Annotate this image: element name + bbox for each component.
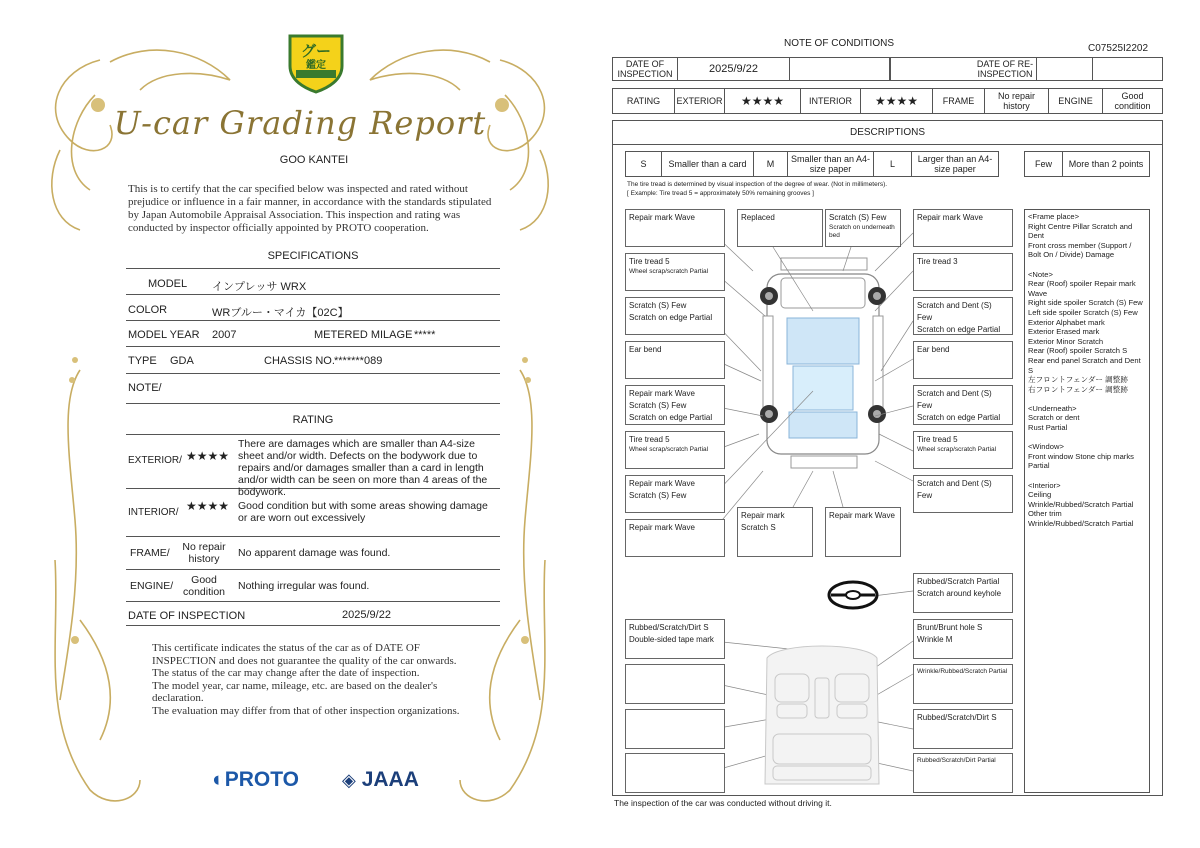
color-label: COLOR [128, 304, 168, 316]
summary-line [1028, 471, 1146, 481]
condition-box: Wrinkle/Rubbed/Scratch Partial [913, 664, 1013, 704]
engine-label: ENGINE/ [130, 580, 174, 592]
note-label: NOTE/ [128, 382, 162, 394]
legend-l-desc: Larger than an A4-size paper [917, 154, 993, 174]
chassis-value: *******089 [334, 355, 383, 367]
condition-box: Replaced [737, 209, 823, 247]
mileage-value: ***** [414, 329, 436, 341]
specifications-heading: SPECIFICATIONS [267, 250, 359, 262]
condition-box: Rubbed/Scratch Partial Scratch around keyhole [913, 573, 1013, 613]
condition-box: Scratch and Dent (S) Few [913, 475, 1013, 513]
type-label: TYPE [128, 355, 157, 367]
descriptions-panel [612, 120, 1163, 796]
condition-box: Scratch and Dent (S) Few Scratch on edge Partial [913, 297, 1013, 335]
summary-line: Ceiling [1028, 490, 1052, 500]
certificate-intro: This is to certify that the car specified below was inspected and rated without prejudice or influence in a fair manner, in accordance with the standards stipulated by Japan Automobile Appraisal Association. This inspection and rating was conducted by inspector officially appointed by PROTO cooperation. [128, 183, 492, 234]
summary-line: <Underneath> [1028, 403, 1077, 413]
rating-heading: RATING [292, 414, 334, 426]
chassis-label: CHASSIS NO. [264, 355, 335, 367]
reinspect-cell [890, 58, 1037, 80]
summary-line: Exterior Alphabet mark [1028, 317, 1105, 327]
legend-few: Few [1025, 152, 1063, 176]
rating-label: RATING [613, 89, 675, 113]
condition-box: Rubbed/Scratch/Dirt S [913, 709, 1013, 749]
condition-box: Scratch and Dent (S) Few Scratch on edge Partial [913, 385, 1013, 425]
condition-box [625, 664, 725, 704]
rating-row-frame [126, 537, 500, 570]
condition-box: Rubbed/Scratch/Dirt S Double-sided tape mark [625, 619, 725, 659]
model-year-value: 2007 [212, 329, 237, 341]
condition-box: Repair mark Wave [625, 209, 725, 247]
summary-list [1028, 212, 1146, 529]
reinspect-label: DATE OF RE-INSPECTION [976, 59, 1034, 79]
condition-box: Repair mark Wave Scratch (S) Few Scratch on edge Partial [625, 385, 725, 425]
inspection-date-row [612, 57, 1163, 81]
legend-few-desc: More than 2 points [1068, 159, 1144, 169]
summary-line: Other trim [1028, 509, 1062, 519]
engine-label: ENGINE [1049, 89, 1103, 113]
note-heading: NOTE OF CONDITIONS [784, 38, 894, 49]
model-label: MODEL [148, 278, 188, 290]
frame-label: FRAME [933, 89, 985, 113]
summary-line: Right side spoiler Scratch (S) Few [1028, 298, 1143, 308]
date-of-inspection-value: 2025/9/22 [342, 609, 391, 621]
summary-line: Wrinkle/Rubbed/Scratch Partial [1028, 499, 1134, 509]
summary-line: Left side spoiler Scratch (S) Few [1028, 307, 1138, 317]
report-title: U-car Grading Report [113, 104, 487, 142]
frame-value: No repair history [985, 89, 1049, 113]
note-of-conditions [600, 0, 1200, 848]
rating-row [612, 88, 1163, 114]
summary-line: Exterior Erased mark [1028, 327, 1100, 337]
mileage-label: METERED MILAGE [314, 329, 413, 341]
interior-label: INTERIOR [801, 89, 861, 113]
condition-box: Repair mark Scratch S [737, 507, 813, 557]
engine-value: Good condition [182, 574, 226, 598]
summary-line: 左フロントフェンダー 調整跡 [1028, 375, 1128, 385]
condition-box: Rubbed/Scratch/Dirt Partial [913, 753, 1013, 793]
legend-s: S [626, 152, 662, 176]
condition-box: Tire tread 5 Wheel scrap/scratch Partial [625, 253, 725, 291]
condition-box: Tire tread 5 Wheel scrap/scratch Partial [625, 431, 725, 469]
condition-box: Repair mark Wave [913, 209, 1013, 247]
summary-line: Rear (Roof) spoiler Scratch S [1028, 346, 1128, 356]
svg-text:鑑定: 鑑定 [306, 60, 326, 71]
rating-row-exterior [126, 435, 500, 498]
summary-line: Scratch or dent [1028, 413, 1080, 423]
summary-line: Rear end panel Scratch and Dent S [1028, 355, 1141, 375]
legend-s-desc: Smaller than a card [662, 152, 754, 176]
frame-description: No apparent damage was found. [238, 547, 391, 559]
proto-logo: ◐PROTO [212, 768, 299, 791]
jaaa-emblem-icon: ◈ [342, 770, 356, 790]
condition-box [625, 753, 725, 793]
interior-description: Good condition but with some areas showing damage or are worn out excessively [238, 500, 488, 524]
descriptions-heading: DESCRIPTIONS [613, 121, 1162, 145]
legend-l: L [874, 152, 912, 176]
footer-line: The evaluation may differ from that of other inspection organizations. [152, 704, 460, 717]
steering-wheel-icon [827, 579, 879, 611]
engine-description: Nothing irregular was found. [238, 580, 370, 592]
report-subtitle: GOO KANTEI [279, 154, 349, 166]
color-value: WRブルー・マイカ【02C】 [212, 307, 349, 319]
summary-line: Front cross member (Support / Bolt On / Divide) Damage [1028, 240, 1132, 260]
proto-q-icon: ◐ [212, 768, 225, 791]
condition-box: Brunt/Brunt hole S Wrinkle M [913, 619, 1013, 659]
footer-line: This certificate indicates the status of the car as of DATE OF INSPECTION and does not guarantee the quality of the car onwards. [152, 642, 457, 667]
spec-row-color [126, 295, 500, 321]
rating-row-engine [126, 570, 500, 602]
rating-row-interior [126, 489, 500, 537]
interior-stars: ★★★★ [186, 499, 230, 513]
model-value: インプレッサ WRX [212, 281, 307, 293]
condition-box: Repair mark Wave Scratch (S) Few [625, 475, 725, 513]
condition-box [625, 709, 725, 749]
condition-box: Scratch (S) Few Scratch on underneath bed [825, 209, 901, 247]
jaaa-logo: ◈ JAAA [342, 768, 419, 791]
note-footer: The inspection of the car was conducted without driving it. [614, 798, 832, 808]
footer-line: The status of the car may change after the date of inspection. [152, 667, 420, 679]
exterior-stars: ★★★★ [186, 449, 230, 463]
exterior-description: There are damages which are smaller than A4-size sheet and/or width. Defects on the bodywork due to repairs and/or damages smaller than a card in length and/or width can be seen on more than 4 areas of the bodywork. [238, 438, 488, 498]
summary-line: <Note> [1028, 269, 1053, 279]
legend-m: M [754, 152, 788, 176]
condition-box: Tire tread 5 Wheel scrap/scratch Partial [913, 431, 1013, 469]
rating-row-date [126, 602, 500, 626]
type-value: GDA [170, 355, 194, 367]
date-label-cell: DATE OF INSPECTION [613, 58, 678, 80]
summary-line [1028, 260, 1146, 270]
exterior-stars: ★★★★ [725, 89, 801, 113]
exterior-label: EXTERIOR [675, 89, 725, 113]
summary-line [1028, 394, 1146, 404]
summary-line: <Window> [1028, 442, 1064, 452]
summary-line: <Interior> [1028, 480, 1061, 490]
summary-line: Rust Partial [1028, 423, 1068, 433]
frame-label: FRAME/ [130, 547, 170, 559]
empty-cell [1093, 58, 1162, 80]
tread-example: [ Example: Tire tread 5 = approximately 50% remaining grooves ] [627, 190, 814, 197]
condition-box: Scratch (S) Few Scratch on edge Partial [625, 297, 725, 335]
spec-row-model [126, 269, 500, 295]
certificate-footer [152, 642, 482, 717]
engine-value: Good condition [1114, 91, 1151, 111]
condition-box: Repair mark Wave [625, 519, 725, 557]
svg-text:グー: グー [300, 42, 332, 60]
model-year-label: MODEL YEAR [128, 329, 200, 341]
spec-row-note [126, 374, 500, 404]
document-id: C07525I2202 [1088, 43, 1149, 54]
exterior-label: EXTERIOR/ [128, 455, 182, 466]
car-interior-diagram [759, 638, 885, 788]
condition-box: Ear bend [625, 341, 725, 379]
summary-line: 右フロントフェンダー 調整跡 [1028, 384, 1128, 394]
condition-box: Ear bend [913, 341, 1013, 379]
date-of-inspection-label: DATE OF INSPECTION [128, 610, 246, 622]
summary-line: Right Centre Pillar Scratch and Dent [1028, 221, 1133, 241]
condition-box: Repair mark Wave [825, 507, 901, 557]
tread-note: The tire tread is determined by visual inspection of the degree of wear. (Not in millimeters). [627, 181, 888, 188]
interior-label: INTERIOR/ [128, 507, 179, 518]
summary-line: Wrinkle/Rubbed/Scratch Partial [1028, 519, 1134, 528]
spec-row-model-year [126, 321, 500, 347]
legend-m-desc: Smaller than an A4-size paper [788, 152, 874, 176]
interior-stars: ★★★★ [861, 89, 933, 113]
footer-line: The model year, car name, mileage, etc. are based on the dealer's declaration. [152, 679, 438, 704]
summary-line: Rear (Roof) spoiler Repair mark Wave [1028, 279, 1136, 298]
empty-cell [790, 58, 890, 80]
summary-line: Front window Stone chip marks Partial [1028, 451, 1134, 471]
reinspect-value-cell [1037, 58, 1093, 80]
summary-line: Exterior Minor Scratch [1028, 336, 1104, 346]
condition-box: Tire tread 3 [913, 253, 1013, 291]
condition-summary [1024, 209, 1150, 793]
summary-line [1028, 433, 1146, 443]
date-value-cell: 2025/9/22 [678, 58, 790, 80]
summary-line: <Frame place> [1028, 212, 1080, 221]
goo-kantei-shield-logo [286, 32, 346, 94]
frame-value: No repair history [182, 541, 226, 565]
spec-row-type [126, 347, 500, 374]
